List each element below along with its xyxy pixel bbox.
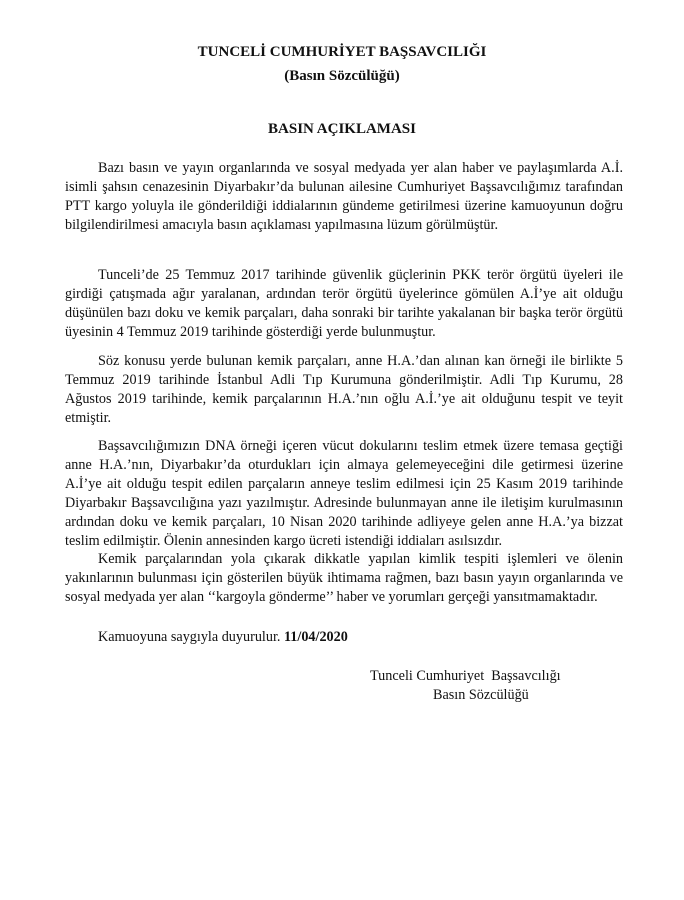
closing-line	[98, 628, 348, 647]
paragraph-4: Başsavcılığımızın DNA örneği içeren vücut dokularını teslim etmek üzere temasa geçtiği anne H.A.’nın, Diyarbakır’da oturdukları için almaya gelemeyeceğini dile getirmesi üzerine A.İ’ye ait olduğu tespit edilen parçaların anneye teslim edilmesi için 25 Kasım 2019 tarihinde Diyarbakır Başsavcılığına yazı yazılmıştır. Adresinde bulunmayan anne ile iletişim kurulmasının ardından doku ve kemik parçaları, 10 Nisan 2020 tarihinde adliyeye gelen anne H.A.’ya bizzat teslim edilmiştir. Ölenin annesinden kargo ücreti istendiği iddiaları asılsızdır.	[65, 438, 623, 549]
paragraph-1: Bazı basın ve yayın organlarında ve sosyal medyada yer alan haber ve paylaşımlarda A.İ. isimli şahsın cenazesinin Diyarbakır’da bulunan ailesine Cumhuriyet Başsavcılığımız tarafından PTT kargo yoluyla ile gönderildiği iddialarının gündeme getirilmesi üzerine kamuoyunun doğru bilgilendirilmesi amacıyla basın açıklaması yapılmasına lüzum görülmüştür.	[65, 160, 623, 233]
signature-office: Tunceli Cumhuriyet Başsavcılığı	[370, 668, 561, 684]
paragraph-3: Söz konusu yerde bulunan kemik parçaları, anne H.A.’dan alınan kan örneği ile birlikte 5 Temmuz 2019 tarihinde İstanbul Adli Tıp Kurumuna gönderilmiştir. Adli Tıp Kurumu, 28 Ağustos 2019 tarihinde, kemik parçalarının H.A.’nın oğlu A.İ.’ye ait olduğunu tespit ve teyit etmiştir.	[65, 353, 623, 426]
signature-unit: Basın Sözcülüğü	[433, 687, 529, 703]
office-heading: TUNCELİ CUMHURİYET BAŞSAVCILIĞI	[197, 44, 487, 60]
paragraph-2: Tunceli’de 25 Temmuz 2017 tarihinde güvenlik güçlerinin PKK terör örgütü üyeleri ile girdiği çatışmada ağır yaralanan, ardından terör örgütü üyelerince gömülen A.İ’ye ait olduğu düşünülen bazı doku ve kemik parçaları, daha sonraki bir tarihte yakalanan bir başka terör örgütü üyesinin 4 Temmuz 2019 tarihinde gösterdiği yerde bulunmuştur.	[65, 267, 623, 340]
office-subheading: (Basın Sözcülüğü)	[284, 68, 400, 84]
document-title: BASIN AÇIKLAMASI	[268, 121, 416, 137]
closing-text: Kamuoyuna saygıyla duyurulur.	[98, 629, 284, 645]
paragraph-5: Kemik parçalarından yola çıkarak dikkatle yapılan kimlik tespiti işlemleri ve ölenin yakınlarının bulunması için gösterilen büyük ihtimama rağmen, bazı basın yayın organlarında ve sosyal medyada yer alan ‘‘kargoyla gönderme’’ haber ve yorumları gerçeği yansıtmamaktadır.	[65, 551, 623, 605]
closing-date: 11/04/2020	[283, 629, 348, 645]
